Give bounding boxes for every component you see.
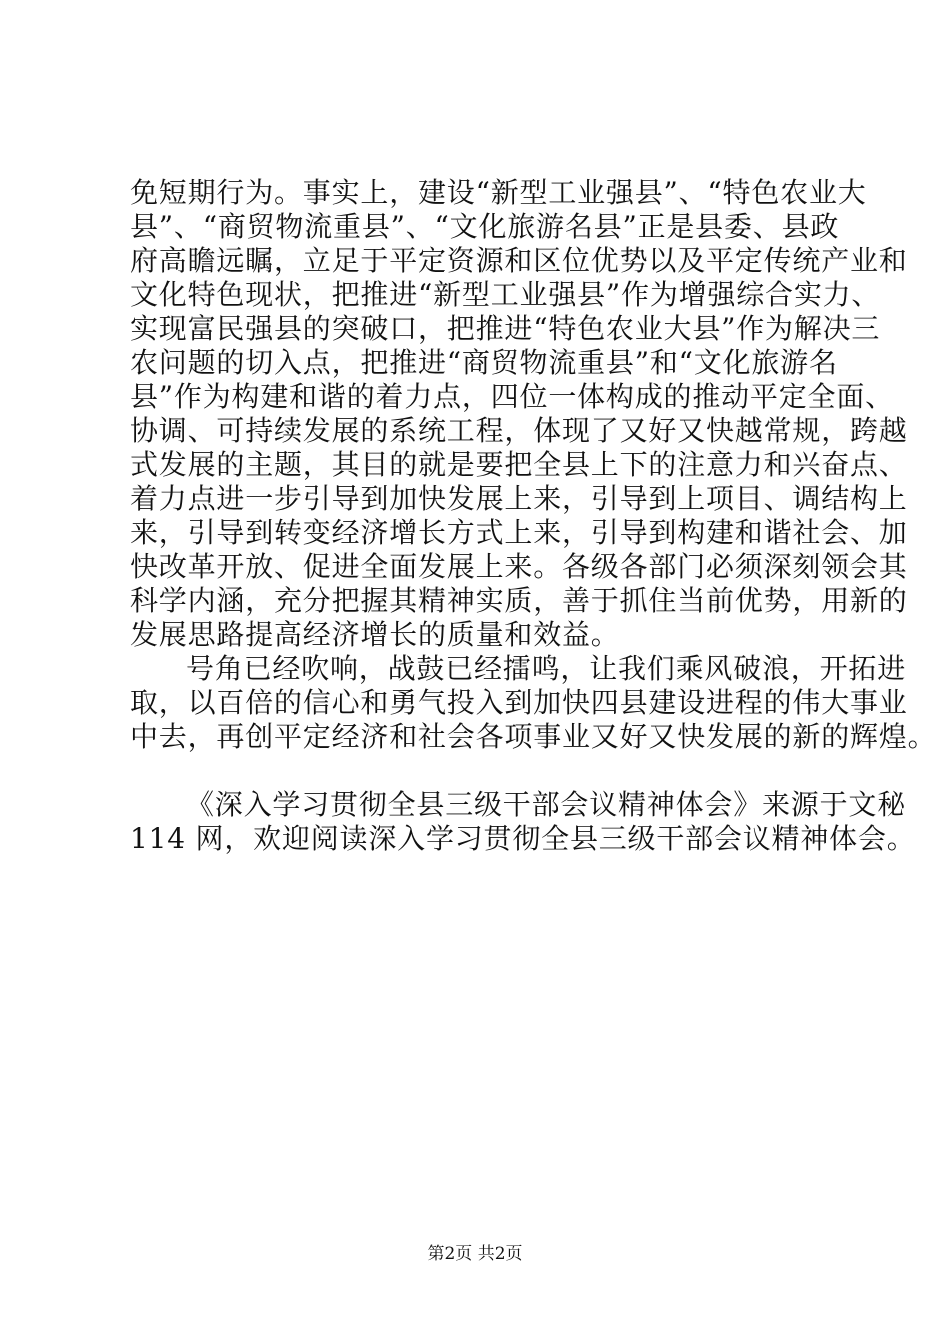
text-line: 府高瞻远瞩，立足于平定资源和区位优势以及平定传统产业和 [130, 244, 908, 277]
text-line: 协调、可持续发展的系统工程，体现了又好又快越常规，跨越 [130, 414, 908, 447]
text-line: 式发展的主题，其目的就是要把全县上下的注意力和兴奋点、 [130, 448, 908, 481]
text-line: 县”作为构建和谐的着力点，四位一体构成的推动平定全面、 [130, 380, 894, 413]
text-line: 中去，再创平定经济和社会各项事业又好又快发展的新的辉煌。 [130, 720, 937, 753]
text-line: 科学内涵，充分把握其精神实质，善于抓住当前优势，用新的 [130, 584, 908, 617]
page-number-footer: 第2页 共2页 [427, 1244, 523, 1264]
source-note-line: 114 网，欢迎阅读深入学习贯彻全县三级干部会议精神体会。 [130, 822, 916, 855]
text-line: 发展思路提高经济增长的质量和效益。 [130, 618, 620, 651]
text-line: 文化特色现状，把推进“新型工业强县”作为增强综合实力、 [130, 278, 881, 311]
text-line: 着力点进一步引导到加快发展上来，引导到上项目、调结构上 [130, 482, 908, 515]
text-line: 农问题的切入点，把推进“商贸物流重县”和“文化旅游名 [130, 346, 838, 379]
text-line: 县”、“商贸物流重县”、“文化旅游名县”正是县委、县政 [130, 210, 840, 243]
paragraph-first-line: 号角已经吹响，战鼓已经擂鸣，让我们乘风破浪，开拓进 [186, 652, 907, 685]
source-note-line: 《深入学习贯彻全县三级干部会议精神体会》来源于文秘 [186, 788, 907, 821]
text-line: 实现富民强县的突破口，把推进“特色农业大县”作为解决三 [130, 312, 881, 345]
text-line: 快改革开放、促进全面发展上来。各级各部门必须深刻领会其 [130, 550, 908, 583]
text-line: 来，引导到转变经济增长方式上来，引导到构建和谐社会、加 [130, 516, 908, 549]
text-line: 免短期行为。事实上，建设“新型工业强县”、“特色农业大 [130, 176, 867, 209]
text-line: 取，以百倍的信心和勇气投入到加快四县建设进程的伟大事业 [130, 686, 908, 719]
